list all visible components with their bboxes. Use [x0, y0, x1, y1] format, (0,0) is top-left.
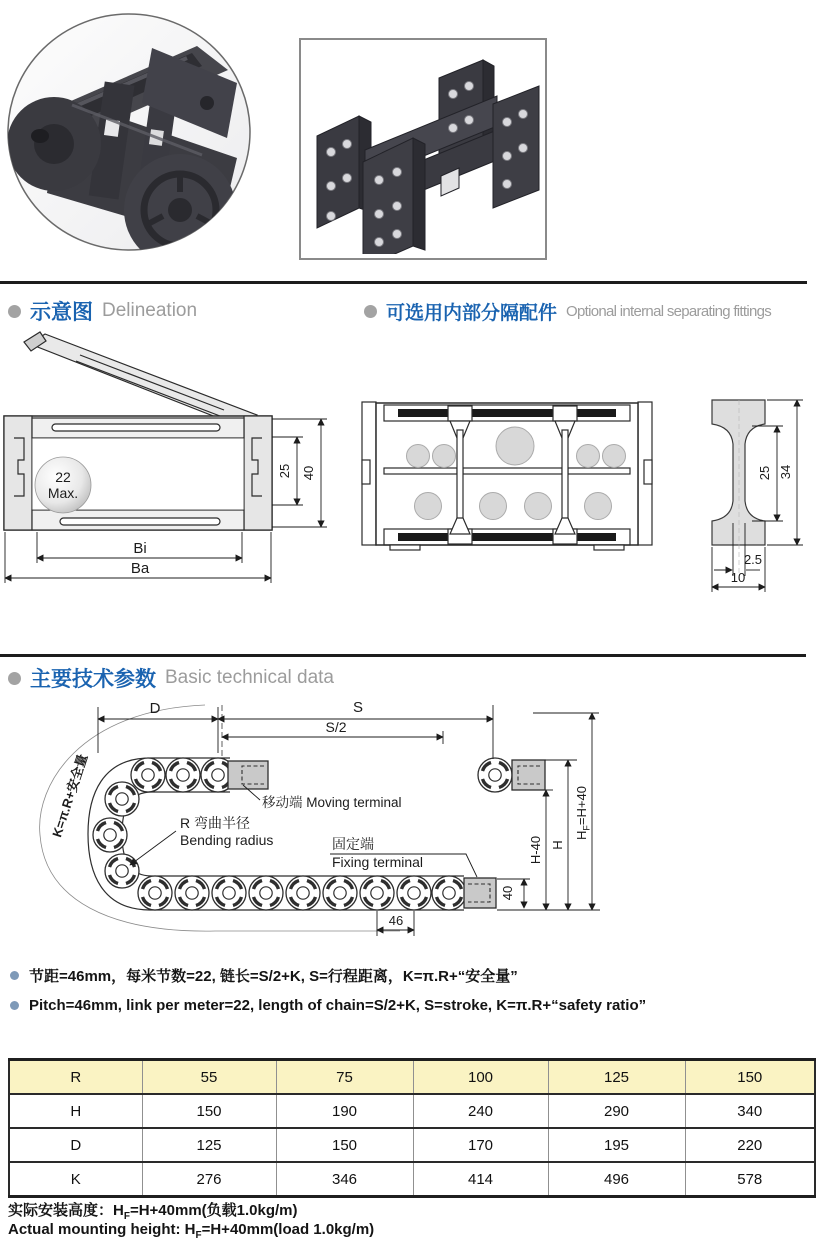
profile-dim-width: 10 [730, 570, 746, 585]
moving-terminal-label: 移动端 Moving terminal [262, 795, 402, 810]
separator-profile-drawing [712, 400, 803, 592]
table-header-row [9, 1060, 815, 1095]
front-section-drawing [362, 402, 652, 550]
table-row [9, 1128, 815, 1162]
dim-46-label: 46 [388, 913, 404, 928]
dim-s2-label: S/2 [325, 719, 347, 735]
dim-hf-label: $H_F=H+40$ [574, 786, 592, 840]
bullet-icon [10, 971, 19, 980]
dim-40-label: 40 [301, 465, 316, 481]
dim-h40-label: H-40 [528, 835, 543, 865]
table-cell: 170 [413, 1128, 548, 1162]
note-subscript: F [123, 1211, 130, 1222]
chain-links [93, 758, 512, 910]
profile-dim-34: 34 [778, 464, 793, 480]
dim-ba-label: Ba [130, 560, 150, 577]
dim-h-label: H [550, 840, 565, 850]
profile-dim-25: 25 [757, 465, 772, 481]
ball-max-label: Max. [47, 485, 79, 501]
product-photo-circular [2, 8, 254, 258]
note-text: =H+40mm(load 1.0kg/m) [201, 1221, 375, 1238]
bending-radius-label-en: Bending radius [180, 832, 274, 848]
table-cell: 414 [413, 1162, 548, 1197]
bullet-icon [364, 305, 377, 318]
dim-25-label: 25 [277, 463, 292, 479]
radius-leader-line [130, 831, 176, 865]
table-cell: 220 [685, 1128, 815, 1162]
profile-dim-web: 2.5 [743, 552, 763, 567]
table-row [9, 1162, 815, 1197]
section-title-en: Optional internal separating fittings [566, 302, 772, 320]
table-cell: 276 [142, 1162, 276, 1197]
row-label: H [9, 1094, 142, 1128]
table-header-cell: 100 [413, 1060, 548, 1095]
table-row [9, 1094, 815, 1128]
section-header-technical [8, 663, 334, 693]
ball-diameter-value: 22 [55, 469, 71, 485]
section-title-en: Basic technical data [165, 667, 334, 688]
formula-text-cn: 节距=46mm，每米节数=22, 链长=S/2+K, S=行程距离，K=π.R+“安全量” [29, 967, 518, 985]
bullet-icon [8, 672, 21, 685]
chain-link-isometric [301, 40, 541, 254]
table-header-cell: R [9, 1060, 142, 1095]
bullet-icon [8, 305, 21, 318]
k-formula-label: K=π.R+安全量 [49, 752, 91, 840]
table-cell: 150 [276, 1128, 413, 1162]
table-cell: 150 [142, 1094, 276, 1128]
product-photo-framed [299, 38, 547, 260]
dim-s-label: S [352, 699, 364, 716]
side-view-drawing [4, 332, 272, 530]
divider-middle [0, 654, 806, 657]
section-header-fittings [364, 296, 771, 326]
table-cell: 346 [276, 1162, 413, 1197]
formula-text-en: Pitch=46mm, link per meter=22, length of chain=S/2+K, S=stroke, K=π.R+“safety ratio” [29, 996, 647, 1014]
fixing-terminal [464, 878, 496, 908]
table-cell: 240 [413, 1094, 548, 1128]
table-cell: 125 [142, 1128, 276, 1162]
fixing-terminal-label-cn: 固定端 [332, 836, 374, 852]
dim-40-label: 40 [500, 885, 515, 901]
bend-diagram [0, 695, 820, 950]
table-header-cell: 75 [276, 1060, 413, 1095]
section-title-cn: 可选用内部分隔配件 [386, 302, 558, 324]
table-header-cell: 55 [142, 1060, 276, 1095]
dim-d-label: D [149, 700, 161, 717]
divider-top [0, 281, 807, 284]
note-text: =H+40mm(负载1.0kg/m) [129, 1202, 298, 1219]
section-title-cn: 示意图 [30, 301, 93, 324]
technical-data-table [8, 1058, 816, 1198]
note-subscript: F [195, 1230, 202, 1241]
table-cell: 578 [685, 1162, 815, 1197]
end-stroke-terminal [512, 760, 545, 790]
bending-radius-label-cn: R 弯曲半径 [180, 815, 250, 831]
mounting-height-note-en [8, 1221, 374, 1241]
bullet-icon [10, 1001, 19, 1010]
formula-line-en [10, 993, 646, 1017]
table-cell: 190 [276, 1094, 413, 1128]
note-text: 实际安装高度：H [8, 1202, 124, 1219]
row-label: D [9, 1128, 142, 1162]
table-header-cell: 150 [685, 1060, 815, 1095]
section-title-cn: 主要技术参数 [30, 668, 156, 691]
mounting-height-note-cn [8, 1199, 298, 1222]
table-cell: 340 [685, 1094, 815, 1128]
moving-terminal [228, 761, 268, 789]
delineation-drawings [0, 330, 820, 630]
row-label: K [9, 1162, 142, 1197]
fixing-terminal-label-en: Fixing terminal [332, 854, 424, 870]
formula-line-cn [10, 963, 518, 987]
section-header-delineation [8, 296, 197, 326]
dim-bi-label: Bi [133, 540, 147, 557]
table-cell: 290 [548, 1094, 685, 1128]
section-title-en: Delineation [102, 300, 198, 321]
note-text: Actual mounting height: H [8, 1221, 196, 1238]
table-header-cell: 125 [548, 1060, 685, 1095]
table-cell: 195 [548, 1128, 685, 1162]
table-cell: 496 [548, 1162, 685, 1197]
